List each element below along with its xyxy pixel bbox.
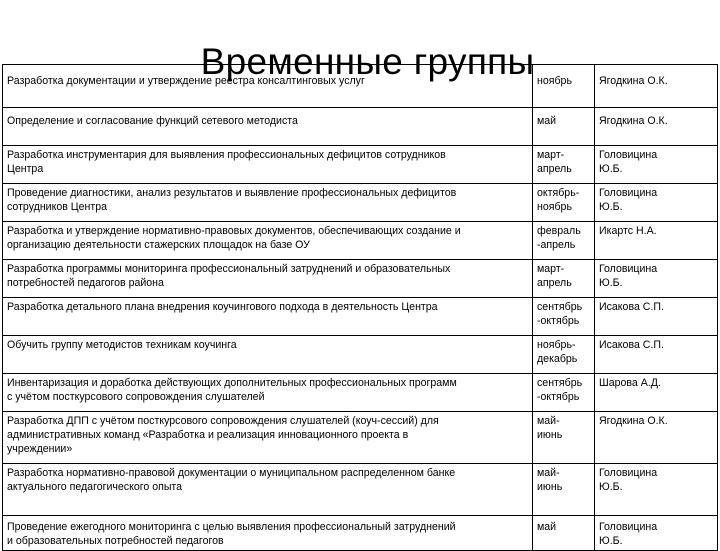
responsible-cell: Головицина Ю.Б. <box>595 260 718 298</box>
task-cell: Инвентаризация и доработка действующих дополнительных профессиональных программ с учётом посткурсового сопровождения слушателей <box>3 374 533 412</box>
table-row <box>3 184 718 222</box>
task-cell: Разработка и утверждение нормативно-правовых документов, обеспечивающих создание и организацию деятельности стажерских площадок на базе ОУ <box>3 222 533 260</box>
task-cell: Разработка ДПП с учётом посткурсового сопровождения слушателей (коуч-сессий) для административных команд «Разработка и реализация инновационного проекта в учреждении» <box>3 412 533 464</box>
term-cell: февраль -апрель <box>533 222 595 260</box>
table-row <box>3 108 718 146</box>
table-row <box>3 336 718 374</box>
task-cell: Разработка нормативно-правовой документации о муниципальном распределенном банке актуального педагогического опыта <box>3 464 533 516</box>
table-row <box>3 222 718 260</box>
table-row <box>3 260 718 298</box>
responsible-cell: Головицина Ю.Б. <box>595 516 718 551</box>
responsible-cell: Головицина Ю.Б. <box>595 464 718 516</box>
term-cell: май <box>533 516 595 551</box>
responsible-cell: Исакова С.П. <box>595 336 718 374</box>
responsible-cell: Ягодкина О.К. <box>595 108 718 146</box>
task-cell: Разработка документации и утверждение реестра консалтинговых услуг <box>3 65 533 108</box>
term-cell: март- апрель <box>533 260 595 298</box>
task-cell: Разработка инструментария для выявления профессиональных дефицитов сотрудников Центра <box>3 146 533 184</box>
responsible-cell: Шарова А.Д. <box>595 374 718 412</box>
term-cell: ноябрь <box>533 65 595 108</box>
table-row <box>3 65 718 108</box>
term-cell: май- июнь <box>533 464 595 516</box>
term-cell: май- июнь <box>533 412 595 464</box>
term-cell: май <box>533 108 595 146</box>
page-title: Временные группы <box>200 40 535 82</box>
term-cell: сентябрь -октябрь <box>533 298 595 336</box>
term-cell: ноябрь- декабрь <box>533 336 595 374</box>
responsible-cell: Икартс Н.А. <box>595 222 718 260</box>
task-cell: Проведение ежегодного мониторинга с целью выявления профессиональный затруднений и образовательных потребностей педагогов <box>3 516 533 551</box>
table-row <box>3 146 718 184</box>
task-cell: Проведение диагностики, анализ результатов и выявление профессиональных дефицитов сотрудников Центра <box>3 184 533 222</box>
responsible-cell: Ягодкина О.К. <box>595 412 718 464</box>
table-row <box>3 464 718 516</box>
table-row <box>3 412 718 464</box>
task-cell: Обучить группу методистов техникам коучинга <box>3 336 533 374</box>
table-row <box>3 516 718 551</box>
term-cell: март- апрель <box>533 146 595 184</box>
responsible-cell: Ягодкина О.К. <box>595 65 718 108</box>
responsible-cell: Исакова С.П. <box>595 298 718 336</box>
responsible-cell: Головицина Ю.Б. <box>595 184 718 222</box>
task-cell: Определение и согласование функций сетевого методиста <box>3 108 533 146</box>
term-cell: сентябрь -октябрь <box>533 374 595 412</box>
responsible-cell: Головицина Ю.Б. <box>595 146 718 184</box>
task-cell: Разработка программы мониторинга профессиональный затруднений и образовательных потребностей педагогов района <box>3 260 533 298</box>
table-row <box>3 298 718 336</box>
term-cell: октябрь- ноябрь <box>533 184 595 222</box>
work-plan-table <box>2 64 718 551</box>
task-cell: Разработка детального плана внедрения коучингового подхода в деятельность Центра <box>3 298 533 336</box>
table-row <box>3 374 718 412</box>
